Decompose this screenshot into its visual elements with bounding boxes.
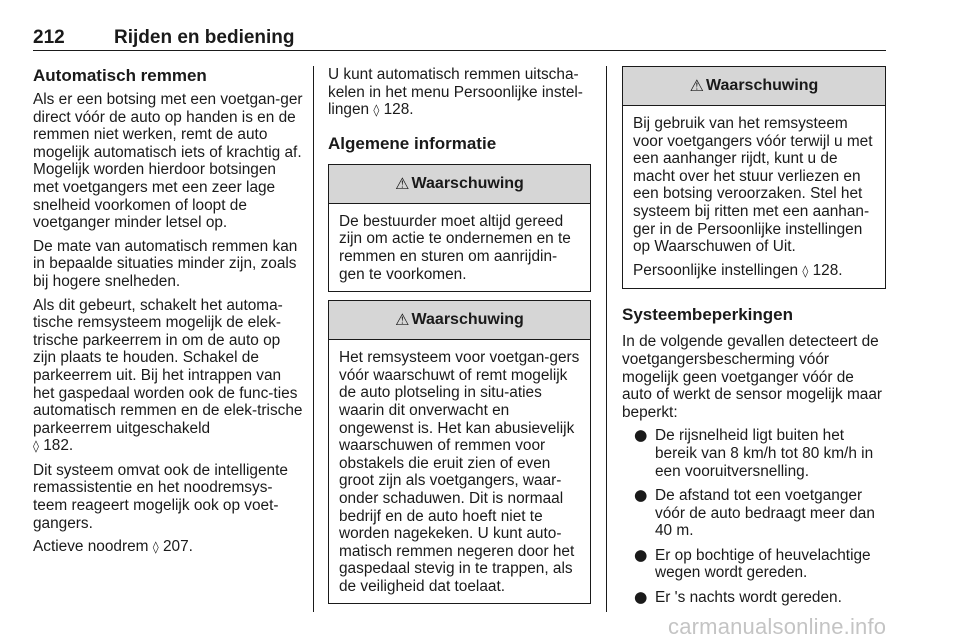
- warning-text: Het remsysteem voor voetgan-gers vóór waarschuwt of remt mogelijk de auto plotseling in situ-aties waarin dit onverwacht en ongewenst is. Het kan abusievelijk waarschuwen of remmen voor obstakels die eruit zien of even groot zijn als voetgangers, waar-onder schaduwen. Dit is normaal bedrijf en de auto hoeft niet te worden nagekeken. U kunt auto-matisch remmen negeren door het gaspedaal stevig in te trappen, als de veiligheid dat toelaat.: [339, 349, 580, 595]
- paragraph: [33, 297, 303, 456]
- column-3: [622, 66, 886, 614]
- list-item: [622, 589, 886, 607]
- warning-triangle-icon: ⚠: [689, 76, 705, 96]
- section-heading-algemene-informatie: Algemene informatie: [328, 133, 497, 153]
- page-reference[interactable]: 128.: [812, 261, 843, 279]
- section-heading-systeembeperkingen: Systeembeperkingen: [622, 305, 794, 325]
- bullet-icon: ●: [634, 486, 648, 505]
- warning-box: [328, 164, 591, 292]
- warning-box: [622, 66, 886, 289]
- paragraph-text: Als dit gebeurt, schakelt het automa-tische remsysteem mogelijk de elek-trische parkeerrem in om de auto op zijn plaats te houden. Schakel de parkeerrem uit. Bij het intrappen van het gaspedaal worden ook de func-ties automatisch remmen en de elek-trische parkeerrem uitgeschakeld: [33, 296, 303, 437]
- paragraph: In de volgende gevallen detecteert de voetgangersbescherming vóór mogelijk geen voetganger vóór de auto of werkt de sensor mogelijk maar beperkt:: [622, 333, 883, 421]
- list-item: [622, 427, 886, 480]
- list-item-text: De afstand tot een voetganger vóór de auto bedraagt meer dan 40 m.: [655, 487, 875, 540]
- page-reference-icon: ◊: [152, 540, 159, 555]
- page-reference-icon: ◊: [373, 103, 380, 118]
- warning-triangle-icon: ⚠: [395, 310, 410, 330]
- column-2: [328, 66, 591, 612]
- list-item: [622, 547, 886, 582]
- warning-body: [329, 204, 590, 291]
- page-reference-icon: ◊: [802, 263, 809, 278]
- warning-header: [329, 165, 590, 204]
- watermark: carmanualsonline.info: [668, 614, 887, 639]
- page-header: [33, 24, 886, 51]
- list-item-text: Er 's nachts wordt gereden.: [655, 589, 842, 607]
- warning-triangle-icon: ⚠: [395, 173, 410, 193]
- column-divider: [313, 66, 314, 612]
- warning-body: [623, 106, 885, 288]
- warning-body: [329, 340, 590, 603]
- bullet-icon: ●: [634, 426, 648, 445]
- list-item-text: Er op bochtige of heuvelachtige wegen wordt gereden.: [655, 546, 871, 582]
- paragraph: [328, 66, 591, 120]
- bullet-icon: ●: [634, 545, 648, 564]
- paragraph-text: Actieve noodrem: [33, 538, 149, 556]
- warning-text: [633, 262, 875, 281]
- page-reference-icon: ◊: [33, 439, 39, 454]
- warning-header: [623, 67, 885, 106]
- warning-text-reference: Persoonlijke instellingen: [633, 261, 799, 279]
- column-1: [33, 66, 303, 563]
- page-reference[interactable]: 128.: [383, 101, 414, 119]
- page-reference[interactable]: 182.: [43, 437, 74, 455]
- bullet-list: [622, 427, 886, 606]
- section-heading-automatisch-remmen: Automatisch remmen: [33, 66, 207, 85]
- bullet-icon: ●: [634, 588, 648, 607]
- paragraph-text: U kunt automatisch remmen uitscha-kelen in het menu Persoonlijke instel-lingen: [328, 66, 583, 119]
- warning-title: Waarschuwing: [411, 311, 524, 329]
- warning-header: [329, 301, 590, 340]
- page-reference[interactable]: 207.: [163, 538, 193, 556]
- warning-text: Bij gebruik van het remsysteem voor voetgangers vóór terwijl u met een aanhanger rijdt, kunt u de macht over het stuur verliezen en een botsing veroorzaken. Stel het systeem bij ritten met een aanhan-ger in de Persoonlijke instellingen op Waarschuwen of Uit.: [633, 115, 873, 256]
- paragraph: De mate van automatisch remmen kan in bepaalde situaties minder zijn, zoals bij hogere snelheden.: [33, 237, 298, 290]
- paragraph: Dit systeem omvat ook de intelligente remassistentie en het noodremsys-teem reageert mogelijk ook op voet-gangers.: [33, 461, 288, 532]
- warning-title: Waarschuwing: [411, 174, 524, 192]
- page-title: Rijden en bediening: [114, 27, 295, 48]
- warning-text: De bestuurder moet altijd gereed zijn om actie te ondernemen en te remmen en sturen om aanrijdin-gen te voorkomen.: [339, 212, 571, 283]
- warning-title: Waarschuwing: [706, 77, 819, 95]
- list-item-text: De rijsnelheid ligt buiten het bereik van 8 km/h tot 80 km/h in een vooruitversnelling.: [655, 427, 874, 480]
- warning-box: [328, 300, 591, 604]
- page-number: 212: [33, 27, 65, 48]
- paragraph: Als er een botsing met een voetgan-ger direct vóór de auto op handen is en de remmen niet werken, remt de auto mogelijk automatisch iets of krachtig af. Mogelijk worden hierdoor botsingen met voetgangers met een zeer lage snelheid voorkomen of loopt de voetganger minder letsel op.: [33, 91, 303, 232]
- list-item: [622, 487, 886, 540]
- paragraph: [33, 538, 303, 557]
- column-divider: [606, 66, 607, 612]
